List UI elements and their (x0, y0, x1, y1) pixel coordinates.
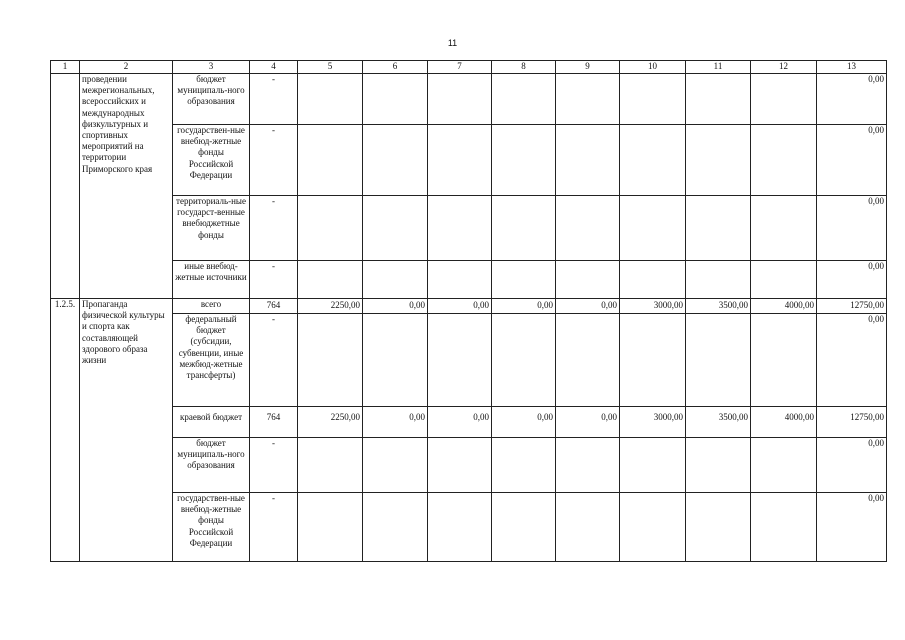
value-cell (298, 196, 363, 261)
funding-source: краевой бюджет (173, 407, 250, 438)
value-cell (620, 196, 686, 261)
value-cell (492, 493, 556, 562)
total-cell: 0,00 (817, 493, 887, 562)
value-cell: 0,00 (428, 407, 492, 438)
funding-source: территориаль-ные государст-венные внебюджетные фонды (173, 196, 250, 261)
code-cell: - (250, 314, 298, 407)
column-header: 3 (173, 61, 250, 74)
item-number (51, 74, 80, 299)
value-cell (751, 314, 817, 407)
value-cell (686, 196, 751, 261)
item-number: 1.2.5. (51, 299, 80, 562)
value-cell (428, 314, 492, 407)
total-cell: 0,00 (817, 125, 887, 196)
total-cell: 0,00 (817, 261, 887, 299)
column-header: 13 (817, 61, 887, 74)
value-cell (556, 125, 620, 196)
total-cell: 12750,00 (817, 299, 887, 314)
column-header: 9 (556, 61, 620, 74)
value-cell (298, 493, 363, 562)
value-cell (686, 438, 751, 493)
column-header: 1 (51, 61, 80, 74)
table-row (51, 407, 887, 438)
value-cell (556, 261, 620, 299)
column-header: 6 (363, 61, 428, 74)
value-cell (492, 196, 556, 261)
value-cell (492, 438, 556, 493)
value-cell (556, 74, 620, 125)
value-cell (428, 74, 492, 125)
value-cell (298, 438, 363, 493)
value-cell (298, 314, 363, 407)
page-number: 11 (447, 38, 458, 48)
column-header: 5 (298, 61, 363, 74)
value-cell (428, 125, 492, 196)
value-cell (556, 438, 620, 493)
table-row (51, 261, 887, 299)
value-cell (492, 125, 556, 196)
value-cell: 3500,00 (686, 407, 751, 438)
value-cell: 0,00 (492, 299, 556, 314)
value-cell (363, 314, 428, 407)
value-cell (492, 74, 556, 125)
funding-source: федеральный бюджет (субсидии, субвенции, иные межбюд-жетные трансферты) (173, 314, 250, 407)
value-cell: 3500,00 (686, 299, 751, 314)
table-row (51, 74, 887, 125)
value-cell (492, 261, 556, 299)
table-row (51, 314, 887, 407)
value-cell (556, 493, 620, 562)
item-name: проведении межрегиональных, всероссийских и международных физкультурных и спортивных мероприятий на территории Приморского края (80, 74, 173, 299)
value-cell (751, 74, 817, 125)
value-cell (751, 125, 817, 196)
value-cell (298, 74, 363, 125)
value-cell (556, 314, 620, 407)
value-cell: 2250,00 (298, 299, 363, 314)
value-cell (428, 196, 492, 261)
value-cell (751, 261, 817, 299)
value-cell: 4000,00 (751, 407, 817, 438)
value-cell (620, 125, 686, 196)
value-cell (620, 314, 686, 407)
value-cell (298, 125, 363, 196)
funding-source: бюджет муниципаль-ного образования (173, 74, 250, 125)
column-header: 4 (250, 61, 298, 74)
table-row (51, 299, 887, 314)
value-cell: 0,00 (492, 407, 556, 438)
total-cell: 12750,00 (817, 407, 887, 438)
column-header: 7 (428, 61, 492, 74)
value-cell (556, 196, 620, 261)
total-cell: 0,00 (817, 196, 887, 261)
value-cell (686, 261, 751, 299)
item-name: Пропаганда физической культуры и спорта как составляющей здорового образа жизни (80, 299, 173, 562)
column-number-row (51, 61, 887, 74)
value-cell: 0,00 (556, 299, 620, 314)
code-cell: - (250, 196, 298, 261)
funding-source: государствен-ные внебюд-жетные фонды Российской Федерации (173, 125, 250, 196)
value-cell (363, 493, 428, 562)
funding-source: всего (173, 299, 250, 314)
value-cell (363, 261, 428, 299)
column-header: 12 (751, 61, 817, 74)
value-cell (620, 493, 686, 562)
value-cell: 4000,00 (751, 299, 817, 314)
table-row (51, 493, 887, 562)
value-cell (363, 196, 428, 261)
value-cell (751, 493, 817, 562)
total-cell: 0,00 (817, 438, 887, 493)
value-cell (363, 74, 428, 125)
value-cell: 0,00 (363, 407, 428, 438)
value-cell (428, 493, 492, 562)
budget-table (50, 60, 887, 562)
column-header: 11 (686, 61, 751, 74)
code-cell: - (250, 438, 298, 493)
value-cell: 3000,00 (620, 299, 686, 314)
value-cell (620, 261, 686, 299)
value-cell (298, 261, 363, 299)
value-cell (620, 74, 686, 125)
value-cell (428, 261, 492, 299)
value-cell (620, 438, 686, 493)
column-header: 8 (492, 61, 556, 74)
funding-source: иные внебюд-жетные источники (173, 261, 250, 299)
funding-source: бюджет муниципаль-ного образования (173, 438, 250, 493)
value-cell (751, 438, 817, 493)
code-cell: 764 (250, 299, 298, 314)
column-header: 10 (620, 61, 686, 74)
value-cell: 2250,00 (298, 407, 363, 438)
funding-source: государствен-ные внебюд-жетные фонды Российской Федерации (173, 493, 250, 562)
value-cell (492, 314, 556, 407)
total-cell: 0,00 (817, 314, 887, 407)
table-row (51, 125, 887, 196)
code-cell: - (250, 74, 298, 125)
code-cell: - (250, 261, 298, 299)
value-cell (686, 125, 751, 196)
value-cell (751, 196, 817, 261)
table-row (51, 438, 887, 493)
value-cell: 3000,00 (620, 407, 686, 438)
code-cell: - (250, 125, 298, 196)
column-header: 2 (80, 61, 173, 74)
value-cell (686, 74, 751, 125)
total-cell: 0,00 (817, 74, 887, 125)
table-row (51, 196, 887, 261)
value-cell: 0,00 (556, 407, 620, 438)
value-cell (686, 493, 751, 562)
code-cell: 764 (250, 407, 298, 438)
value-cell: 0,00 (428, 299, 492, 314)
value-cell (686, 314, 751, 407)
value-cell (428, 438, 492, 493)
value-cell (363, 438, 428, 493)
value-cell: 0,00 (363, 299, 428, 314)
code-cell: - (250, 493, 298, 562)
value-cell (363, 125, 428, 196)
